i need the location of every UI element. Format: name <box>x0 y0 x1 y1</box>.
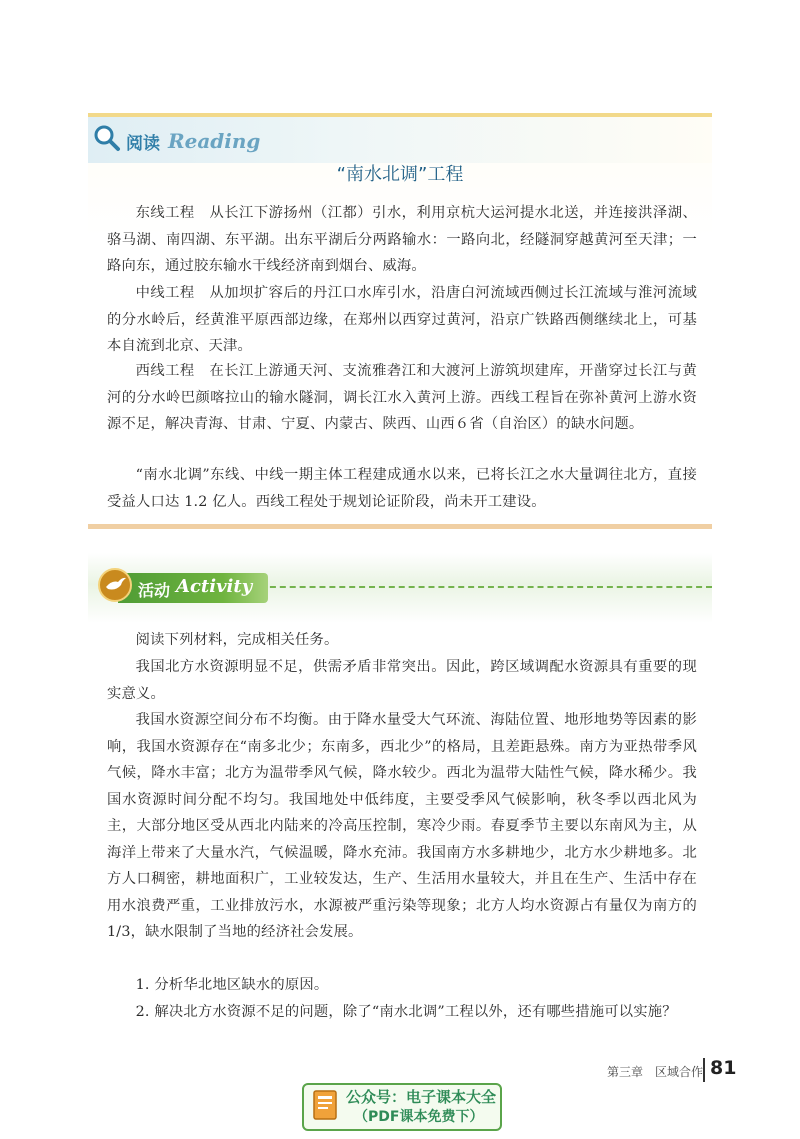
activity-question-1: 1. 分析华北地区缺水的原因。 <box>135 977 329 993</box>
activity-label: 活动 <box>138 581 171 600</box>
chapter-label: 第三章 区域合作 <box>607 1065 704 1079</box>
reading-bottom-border <box>88 524 712 529</box>
watermark-line-1: 公众号：电子课本大全 <box>346 1088 497 1106</box>
activity-instruction: 阅读下列材料，完成相关任务。 <box>135 632 339 648</box>
reading-title: “南水北调”工程 <box>336 164 464 185</box>
magnifier-icon <box>93 124 121 152</box>
activity-label-en: Activity <box>176 576 253 597</box>
activity-paragraph-intro: 我国北方水资源明显不足，供需矛盾非常突出。因此，跨区域调配水资源具有重要的现实意义。 <box>107 659 697 702</box>
dove-icon <box>98 568 132 602</box>
footer-divider <box>703 1058 705 1082</box>
page-number: 81 <box>710 1057 737 1079</box>
reading-paragraph-middle: 中线工程 从加坝扩容后的丹江口水库引水，沿唐白河流域西侧过长江流域与淮河流域的分水岭后，经黄淮平原西部边缘，在郑州以西穿过黄河，沿京广铁路西侧继续北上，可基本自流到北京、天津。 <box>107 285 697 354</box>
reading-label: 阅读 <box>126 134 160 154</box>
reading-paragraph-summary: “南水北调”东线、中线一期主体工程建成通水以来，已将长江之水大量调往北方，直接受益人口达 1.2 亿人。西线工程处于规划论证阶段，尚未开工建设。 <box>107 467 697 510</box>
activity-dashed-line <box>260 586 712 588</box>
activity-question-2: 2. 解决北方水资源不足的问题，除了“南水北调”工程以外，还有哪些措施可以实施？ <box>135 1004 677 1020</box>
reading-paragraph-east: 东线工程 从长江下游扬州（江都）引水，利用京杭大运河提水北送，并连接洪泽湖、骆马湖、南四湖、东平湖。出东平湖后分两路输水：一路向北，经隧洞穿越黄河至天津；一路向东，通过胶东输水干线经济南到烟台、威海。 <box>107 205 697 274</box>
reading-label-en: Reading <box>168 129 261 153</box>
reading-paragraph-west: 西线工程 在长江上游通天河、支流雅砻江和大渡河上游筑坝建库，开凿穿过长江与黄河的分水岭巴颜喀拉山的输水隧洞，调长江水入黄河上游。西线工程旨在弥补黄河上游水资源不足，解决青海、甘肃、宁夏、内蒙古、陕西、山西６省（自治区）的缺水问题。 <box>107 363 697 432</box>
activity-paragraph-material: 我国水资源空间分布不均衡。由于降水量受大气环流、海陆位置、地形地势等因素的影响，我国水资源存在“南多北少；东南多，西北少”的格局，且差距悬殊。南方为亚热带季风气候，降水丰富；北方为温带季风气候，降水较少。西北为温带大陆性气候，降水稀少。我国水资源时间分配不均匀。我国地处中低纬度，主要受季风气候影响，秋冬季以西北风为主，大部分地区受从西北内陆来的冷高压控制，寒冷少雨。春夏季节主要以东南风为主，从海洋上带来了大量水汽，气候温暖，降水充沛。我国南方水多耕地少，北方水少耕地多。北方人口稠密，耕地面积广，工业较发达，生产、生活用水量较大，并且在生产、生活中存在用水浪费严重，工业排放污水，水源被严重污染等现象；北方人均水资源占有量仅为南方的 1/3，缺水限制了当地的经济社会发展。 <box>107 712 697 940</box>
book-icon <box>312 1089 338 1121</box>
watermark-line-2: （PDF课本免费下） <box>354 1109 484 1125</box>
